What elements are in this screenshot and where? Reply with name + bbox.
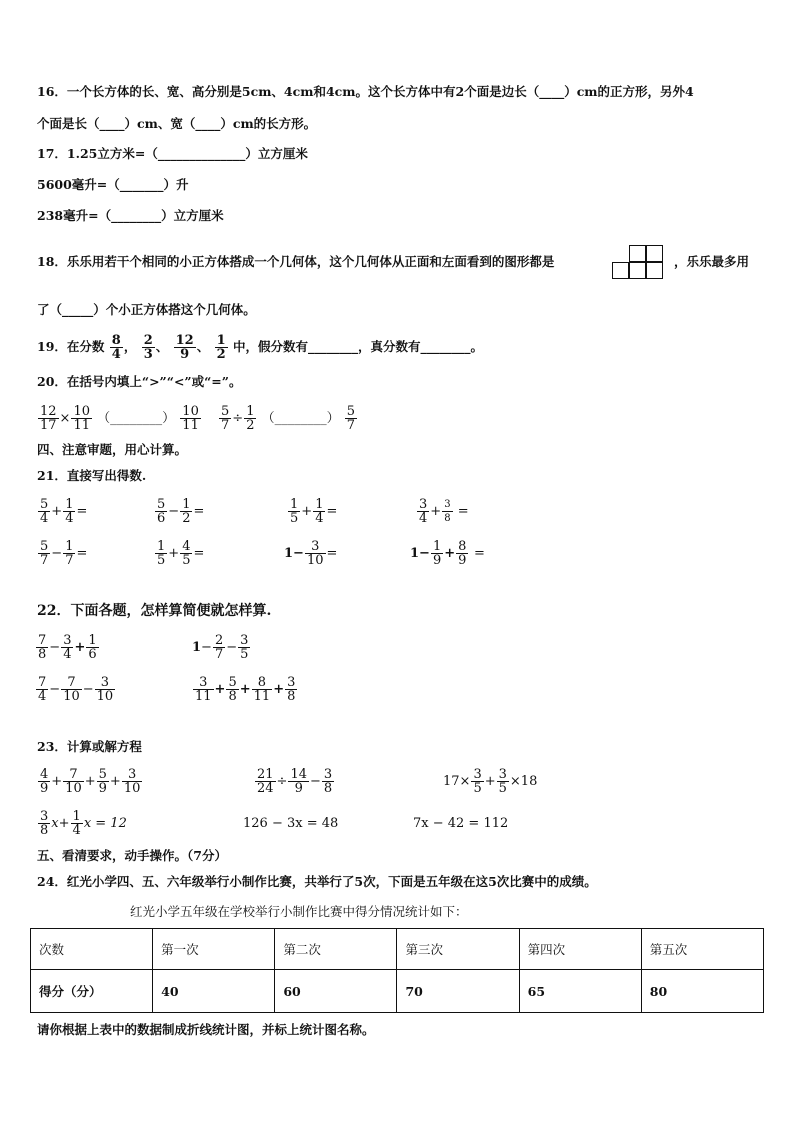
q18-line2: 了（_____）个小正方体搭这个几何体。 [37,302,256,317]
q17-line2: 5600毫升=（_______）升 [37,177,189,192]
section-4-heading: 四、注意审题，用心计算。 [37,442,188,457]
q19-fraction-4: $\frac{1}{2}$ [216,333,226,362]
q19-fraction-2: $\frac{2}{3}$ [143,333,153,362]
q22-expression-3: $\frac{7}{4}$ − $\frac{7}{10}$ − $\frac{3}{10}$ [38,675,114,704]
table-cell: 70 [397,970,519,1013]
table-cell: 65 [519,970,641,1013]
q20-expression-2: $\frac{5}{7}$ ÷ $\frac{1}{2}$ （________） $\frac{5}{7}$ [221,404,356,433]
table-cell: 第二次 [275,929,397,970]
q22-expression-2: 1− $\frac{2}{7}$ − $\frac{3}{5}$ [192,633,249,662]
table-cell: 第五次 [641,929,763,970]
q19-prefix: 19．在分数 [37,339,105,354]
table-cell: 第一次 [153,929,275,970]
q17-line3: 238毫升=（________）立方厘米 [37,208,224,223]
q19-fraction-3: $\frac{12}{9}$ [175,333,194,362]
q20-blank-1: （________） [97,411,176,426]
score-table [30,928,764,1013]
section-5-heading: 五、看清要求，动手操作。（7分） [37,848,227,863]
q21-item-4: $\frac{3}{4}$ + $\frac{3}{8}$ = [419,497,469,526]
q23-equation-2: 126 − 3x = 48 [243,816,339,831]
q20-title: 20．在括号内填上“>”“<”或“=”。 [37,374,242,389]
q21-item-1: $\frac{5}{4}$ + $\frac{1}{4}$ = [40,497,88,526]
q21-item-5: $\frac{5}{7}$ − $\frac{1}{7}$ = [40,539,88,568]
table-row [31,970,764,1013]
q23-title: 23．计算或解方程 [37,739,142,754]
q21-title: 21．直接写出得数. [37,468,147,483]
q21-item-8: 1− $\frac{1}{9}$ + $\frac{8}{9}$ = [410,539,485,568]
q24-instruction: 请你根据上表中的数据制成折线统计图，并标上统计图名称。 [37,1022,375,1037]
table-cell: 80 [641,970,763,1013]
q18-text-a: 18．乐乐用若干个相同的小正方体搭成一个几何体，这个几何体从正面和左面看到的图形都是 [37,254,555,269]
table-cell: 60 [275,970,397,1013]
q16-line1: 16．一个长方体的长、宽、高分别是5cm、4cm和4cm。这个长方体中有2个面是边长（____）cm的正方形，另外4 [37,84,694,99]
q21-item-7: 1− $\frac{3}{10}$ = [284,539,338,568]
q22-expression-1: $\frac{7}{8}$ − $\frac{3}{4}$ + $\frac{1}{6}$ [38,633,97,662]
table-cell: 第四次 [519,929,641,970]
q19-line: 19．在分数 $\frac{8}{4}$ ， $\frac{2}{3}$ 、 $\frac{12}{9}$ 、 $\frac{1}{2}$ 中，假分数有________，真分数有________。 [37,333,483,362]
table-cell: 第三次 [397,929,519,970]
q19-fraction-1: $\frac{8}{4}$ [111,333,121,362]
q22-title: 22．下面各题，怎样算简便就怎样算. [37,603,272,619]
q16-line2: 个面是长（____）cm、宽（____）cm的长方形。 [37,116,317,131]
q21-item-6: $\frac{1}{5}$ + $\frac{4}{5}$ = [157,539,205,568]
table-cell: 40 [153,970,275,1013]
q23-equation-3: 7x − 42 = 112 [413,816,509,831]
q21-item-2: $\frac{5}{6}$ − $\frac{1}{2}$ = [157,497,205,526]
q23-expression-3: 17× $\frac{3}{5}$ + $\frac{3}{5}$ ×18 [443,767,538,796]
q20-blank-2: （________） [261,411,340,426]
q18-text-b: ，乐乐最多用 [674,254,750,269]
q19-suffix: 中，假分数有________，真分数有________。 [232,339,483,354]
q24-table-caption: 红光小学五年级在学校举行小制作比赛中得分情况统计如下： [130,904,468,919]
q23-equation-1: $\frac{3}{8}$ x+ $\frac{1}{4}$ x = 12 [40,809,127,838]
q17-line1: 17．1.25立方米=（______________）立方厘米 [37,146,308,161]
q24-title: 24．红光小学四、五、六年级举行小制作比赛，共举行了5次，下面是五年级在这5次比赛中的成绩。 [37,874,597,889]
table-header-row [31,929,764,970]
q23-expression-1: $\frac{4}{9}$ + $\frac{7}{10}$ + $\frac{5}{9}$ + $\frac{3}{10}$ [40,767,141,796]
q22-expression-4: $\frac{3}{11}$ + $\frac{5}{8}$ + $\frac{8}{11}$ + $\frac{3}{8}$ [195,675,296,704]
table-cell: 次数 [31,929,153,970]
table-cell: 得分（分） [31,970,153,1013]
q21-item-3: $\frac{1}{5}$ + $\frac{1}{4}$ = [290,497,338,526]
q23-expression-2: $\frac{21}{24}$ ÷ $\frac{14}{9}$ − $\frac{3}{8}$ [257,767,333,796]
q20-expression-1: $\frac{12}{17}$ × $\frac{10}{11}$ （________） $\frac{10}{11}$ [40,404,199,433]
